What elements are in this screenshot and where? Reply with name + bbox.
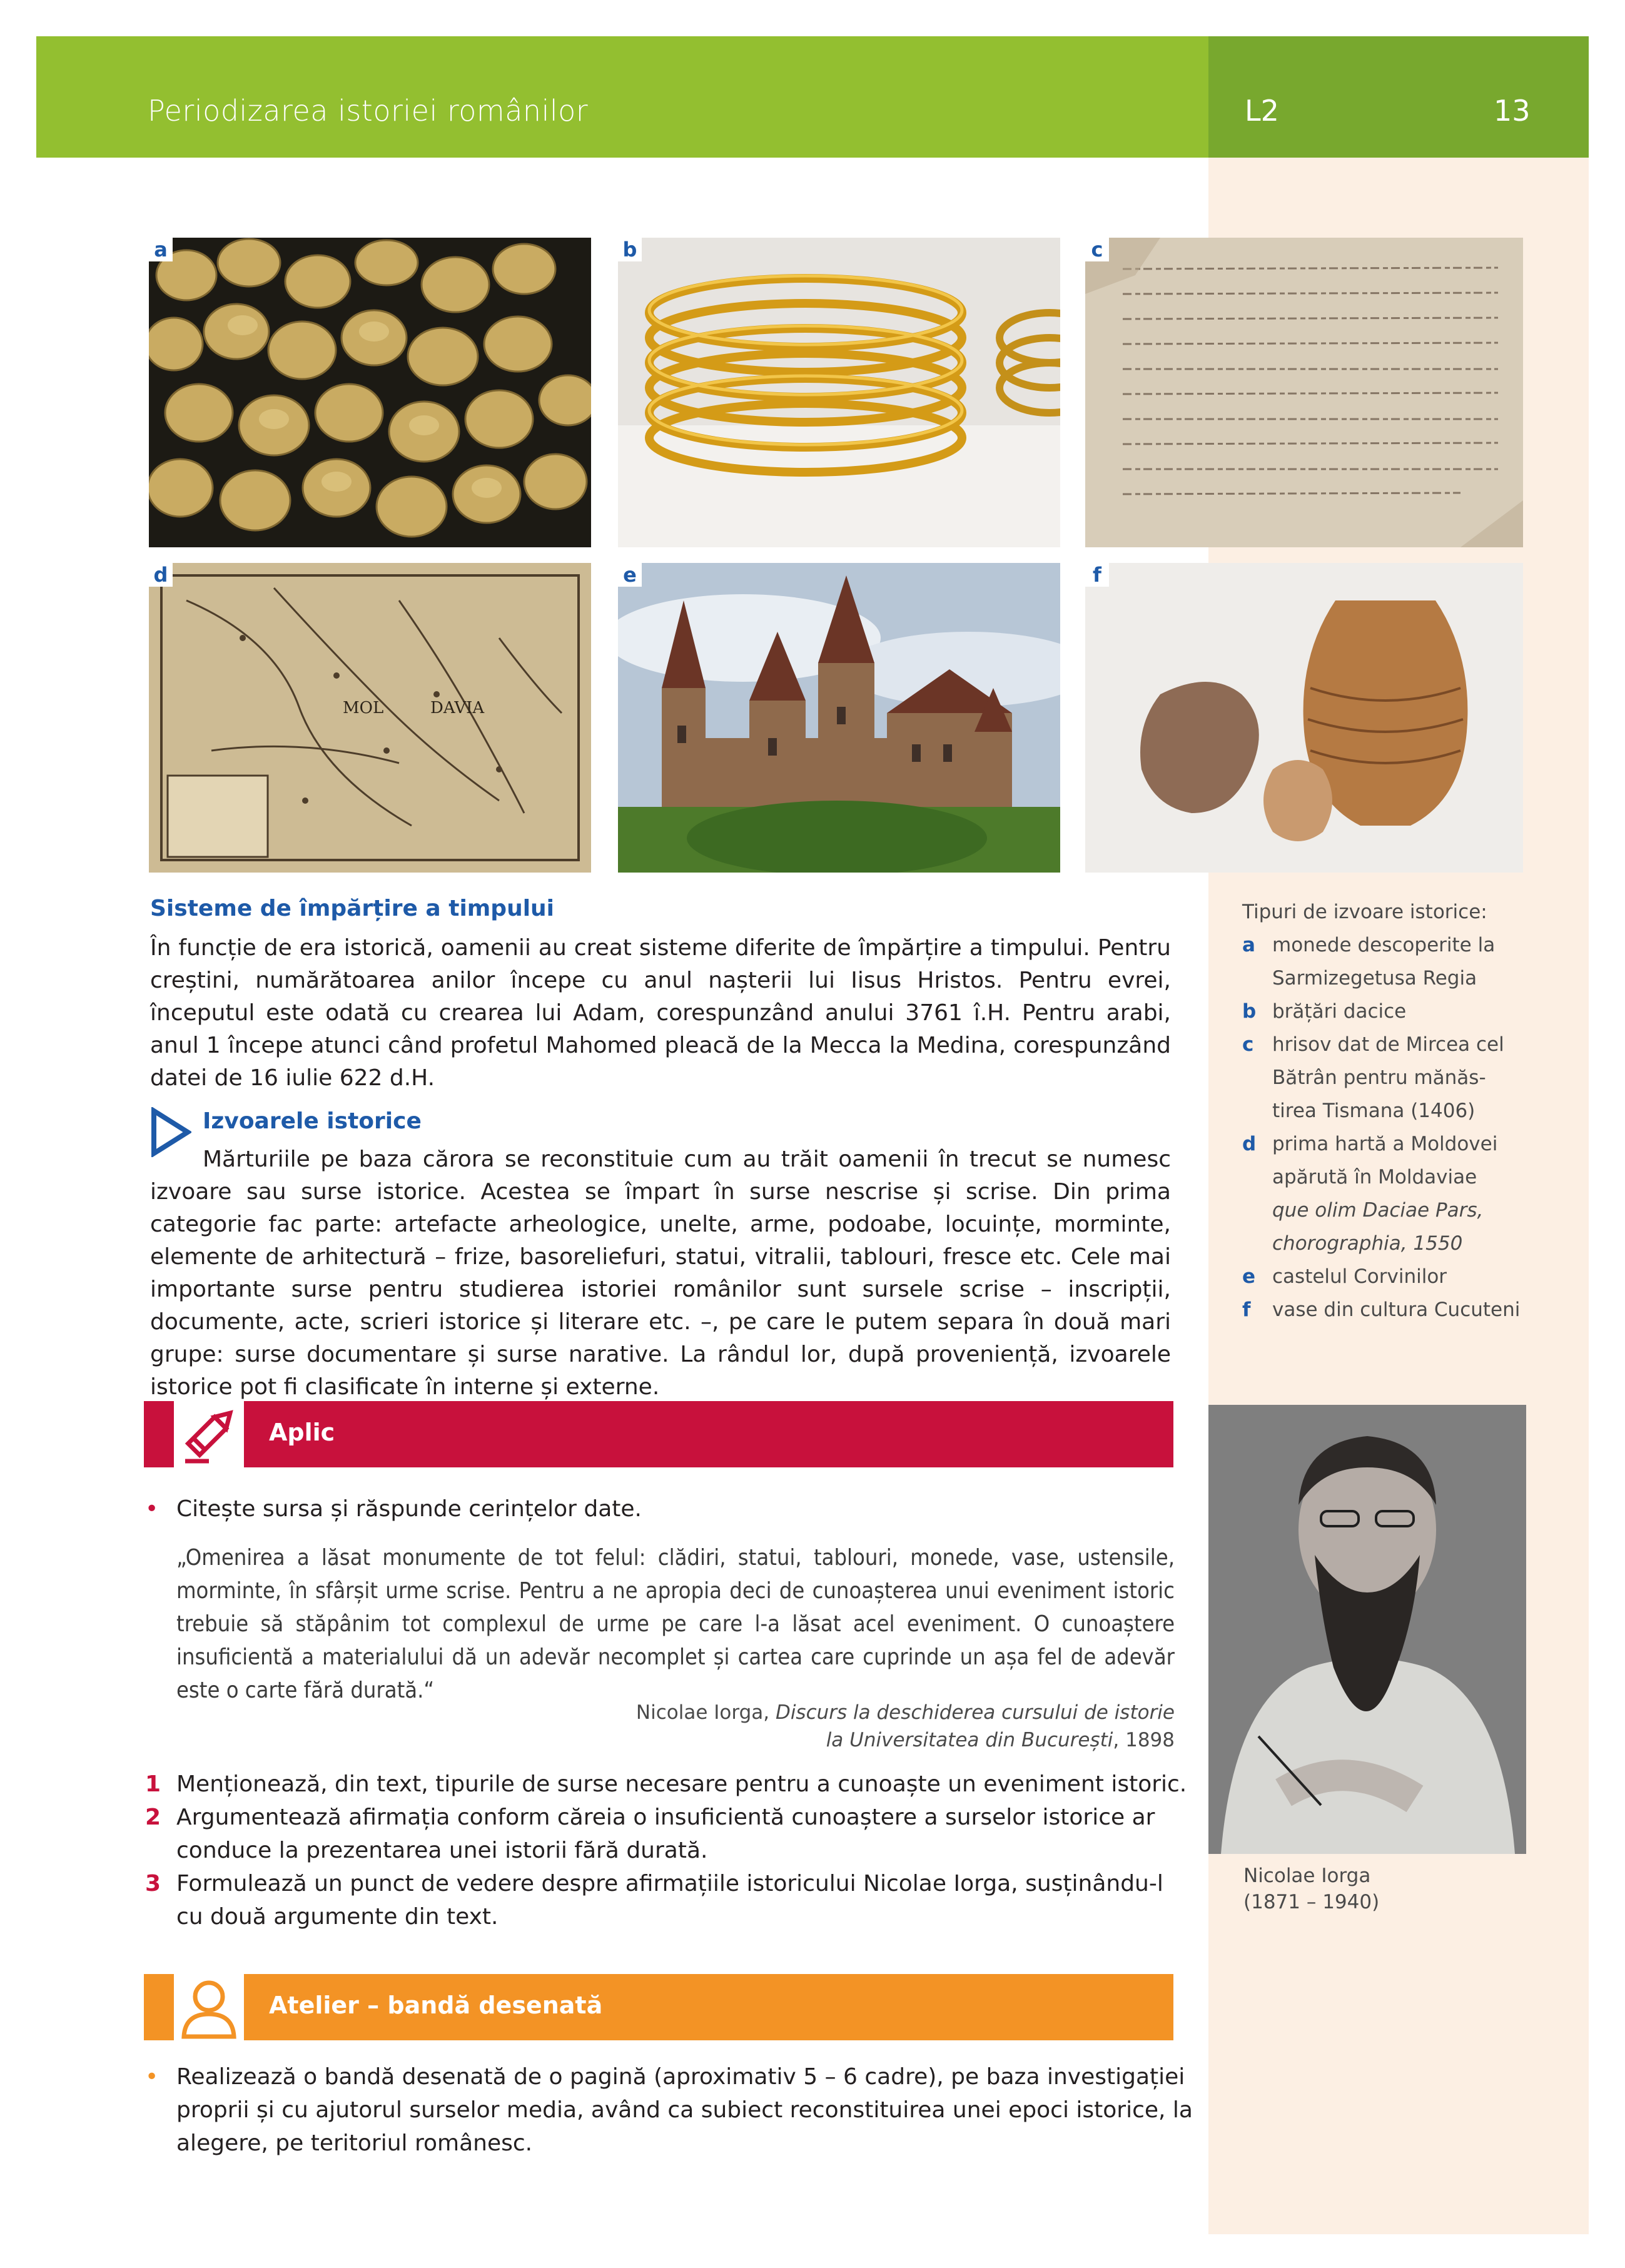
page-header [36, 36, 1589, 158]
source-year: , 1898 [1113, 1729, 1175, 1751]
atelier-task [145, 2060, 1208, 2160]
lesson-number: L2 [1245, 94, 1279, 128]
source-title: Discurs la deschiderea cursului de istorie [775, 1701, 1175, 1724]
portrait-caption [1243, 1863, 1379, 1915]
image-charter [1085, 238, 1523, 547]
question-text: Menționează, din text, tipurile de surse necesare pentru a cunoaște un eveniment istoric. [176, 1771, 1187, 1797]
aplic-bar [144, 1401, 1173, 1467]
image-label: a [149, 238, 173, 261]
sidebar-item-line [1242, 929, 1580, 962]
question-number: 3 [145, 1871, 161, 1896]
sidebar-item-text: chorographia, 1550 [1272, 1232, 1463, 1255]
sidebar-item-text: vase din cultura Cucuteni [1272, 1299, 1521, 1321]
section-text: În funcție de era istorică, oamenii au creat sisteme diferite de împărțire a timpului. Pentru creștini, numărătoarea anilor începe cu anul nașterii lui Iisus Hristos. Pentru evrei, începutul este odată cu crearea lui Adam, corespunzând anului 3761 î.H. Pentru arabi, anul 1 începe atunci când profetul Mahomed pleacă de la Mecca la Medina, corespunzând datei de 16 iulie 622 d.H. [150, 935, 1171, 1091]
question-line [145, 1801, 1208, 1834]
image-label: c [1085, 238, 1109, 261]
bullet: • [145, 1496, 159, 1522]
quote-source [176, 1699, 1175, 1754]
sidebar-item-letter: e [1242, 1265, 1256, 1288]
portrait-photo [1208, 1405, 1526, 1854]
aplic-title: Aplic [269, 1419, 335, 1446]
sidebar-item-letter: a [1242, 934, 1255, 956]
image-coins [149, 238, 591, 547]
sidebar-item-line [1242, 995, 1580, 1028]
instruction-text: Citește sursa și răspunde cerințelor date. [176, 1496, 642, 1522]
sidebar-item-text: prima hartă a Moldovei [1272, 1133, 1498, 1155]
sidebar-list [1242, 896, 1580, 1327]
sidebar-item-text: Sarmizegetusa Regia [1272, 967, 1477, 990]
map-title-2: DAVIA [430, 699, 485, 717]
task-line: Realizează o bandă desenată de o pagină (aproximativ 5 – 6 cadre), pe baza investigației [176, 2064, 1185, 2090]
section-title: Sisteme de împărțire a timpului [150, 896, 555, 921]
question-text: conduce la prezentarea unei istorii fără durată. [176, 1838, 708, 1863]
sidebar-item-text: apărută în Moldaviae [1272, 1166, 1477, 1188]
sidebar-item-line [1242, 1028, 1580, 1061]
pencil-icon [174, 1401, 244, 1467]
atelier-bar [144, 1974, 1173, 2040]
sidebar-item-line [1242, 1227, 1580, 1260]
person-icon [174, 1974, 244, 2040]
sidebar-item-letter: b [1242, 1000, 1257, 1023]
question-text: Argumentează afirmația conform căreia o insuficientă cunoaștere a surselor istorice ar [176, 1805, 1155, 1830]
section-title: Izvoarele istorice [203, 1108, 422, 1134]
sidebar-heading: Tipuri de izvoare istorice: [1242, 901, 1487, 923]
image-vases [1085, 563, 1523, 873]
question-number: 2 [145, 1805, 161, 1830]
portrait-dates: (1871 – 1940) [1243, 1891, 1380, 1913]
sidebar-item-text: que olim Daciae Pars, [1272, 1199, 1484, 1222]
sidebar-item-text: castelul Corvinilor [1272, 1265, 1447, 1288]
quote-text: „Omenirea a lăsat monumente de tot felul: clădiri, statui, tablouri, monede, vase, ustensile, morminte, în sfârșit urme scrise. Pentru a ne apropia deci de cunoașterea unui eveniment istoric trebuie să stăpânim tot complexul de urme pe care l-a lăsat acel eveniment. O cunoaștere insuficientă a materialului dă un adevăr necomplet și cartea care cuprinde un așa fel de adevăr este o carte fără durată.“ [176, 1545, 1175, 1703]
question-line [145, 1867, 1208, 1900]
aplic-instruction [145, 1492, 1177, 1526]
question-list [145, 1768, 1208, 1933]
sidebar-item-text: Bătrân pentru mănăs- [1272, 1066, 1486, 1089]
image-label: f [1085, 563, 1109, 587]
page-number: 13 [1494, 94, 1531, 128]
question-text: Formulează un punct de vedere despre afirmațiile istoricului Nicolae Iorga, susținându-l [176, 1871, 1163, 1896]
sidebar-item-letter: f [1242, 1299, 1251, 1321]
question-line [145, 1834, 1208, 1867]
question-number: 1 [145, 1771, 161, 1797]
chapter-title: Periodizarea istoriei românilor [148, 94, 589, 128]
portrait-name: Nicolae Iorga [1243, 1865, 1371, 1887]
sidebar-item-line [1242, 1293, 1580, 1327]
sidebar-item-line [1242, 1161, 1580, 1194]
sidebar-item-line [1242, 1095, 1580, 1128]
sidebar-item-letter: d [1242, 1133, 1257, 1155]
question-text: cu două argumente din text. [176, 1904, 499, 1930]
map-title-1: MOL [343, 699, 384, 717]
task-line: alegere, pe teritoriul românesc. [176, 2130, 533, 2156]
bullet: • [145, 2064, 159, 2090]
sidebar-item-text: brățări dacice [1272, 1000, 1407, 1023]
source-title: la Universitatea din București [826, 1729, 1113, 1751]
image-castle [618, 563, 1060, 873]
task-line: proprii și cu ajutorul surselor media, având ca subiect reconstituirea unei epoci istorice, la [176, 2097, 1193, 2123]
question-line [145, 1900, 1208, 1933]
sidebar-item-text: monede descoperite la [1272, 934, 1496, 956]
image-bracelets [618, 238, 1060, 547]
sidebar-item-line [1242, 1194, 1580, 1227]
sidebar-item-line [1242, 1260, 1580, 1293]
sidebar-item-text: tirea Tismana (1406) [1272, 1100, 1476, 1122]
sidebar-item-line [1242, 1128, 1580, 1161]
sidebar-item-line [1242, 962, 1580, 995]
question-line [145, 1768, 1208, 1801]
image-map [149, 563, 591, 873]
atelier-title: Atelier – bandă desenată [269, 1992, 603, 2019]
sidebar-item-text: hrisov dat de Mircea cel [1272, 1033, 1504, 1056]
source-author: Nicolae Iorga, [635, 1701, 776, 1724]
sidebar-item-letter: c [1242, 1033, 1254, 1056]
image-label: e [618, 563, 642, 587]
section-text: Mărturiile pe baza cărora se reconstituie cum au trăit oamenii în trecut se numesc izvoare sau surse istorice. Acestea se împart în surse nescrise și scrise. Din prima categorie fac parte: artefacte arheologice, unelte, arme, podoabe, locuințe, morminte, elemente de arhitectură – frize, basoreliefuri, statui, vitralii, tablouri, fresce etc. Cele mai importante surse pentru studierea istoriei românilor sunt sursele scrise – inscripții, documente, acte, scrieri istorice și literare etc. –, pe care le putem separa în două mari grupe: surse documentare și surse narative. La rândul lor, după proveniență, izvoarele istorice pot fi clasificate în interne și externe. [150, 1147, 1171, 1400]
image-label: b [618, 238, 642, 261]
sidebar-item-line [1242, 1061, 1580, 1095]
image-label: d [149, 563, 173, 587]
